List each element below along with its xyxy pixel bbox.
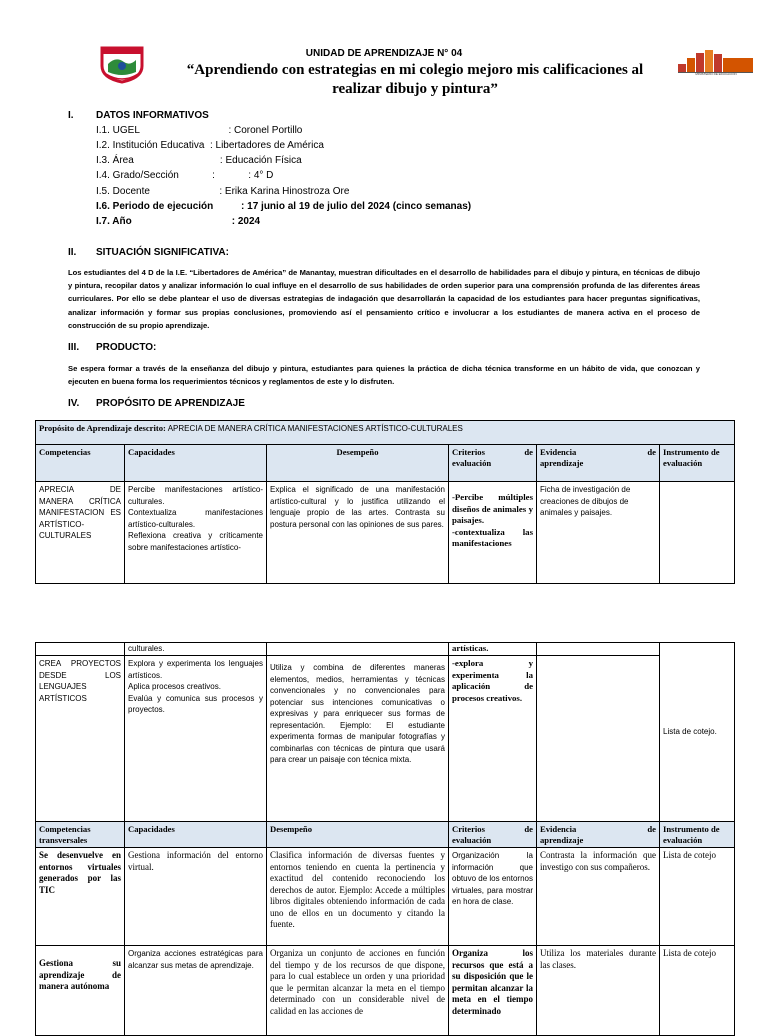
info-institution: I.2. Institución Educativa : Libertadores de América (96, 140, 324, 151)
competencia-cell: Se desenvuelve en entornos virtuales generados por las TIC (36, 848, 125, 946)
evidencia-cell: Ficha de investigación de creaciones de dibujos de animales y paisajes. (537, 482, 660, 584)
purpose-table-part-2 (35, 642, 735, 1036)
desempeno-cell: Clasifica información de diversas fuentes y entornos teniendo en cuenta la pertinencia y exactitud del contenido reconociendo los derechos de autor. Ejemplo: Accede a múltiples libros digitales obteniendo información de cada uno de ellos en un documento y citando la fuente. (267, 848, 449, 946)
info-ugel: I.1. UGEL : Coronel Portillo (96, 125, 303, 136)
header-instrumento: Instrumento de evaluación (660, 445, 735, 482)
header-criterios-word: Criterios (452, 447, 485, 457)
capacidades-cell: Percibe manifestaciones artístico-culturales. Contextualiza manifestaciones artístico-culturales. Reflexiona creativa y críticamente sobre manifestaciones artístico- (125, 482, 267, 584)
purpose-value: APRECIA DE MANERA CRÍTICA MANIFESTACIONES ARTÍSTICO-CULTURALES (165, 424, 463, 433)
instrumento-cell: Lista de cotejo (660, 848, 735, 946)
header-criterios-word: Criterios (452, 824, 485, 834)
header-evidencia (537, 445, 660, 482)
desempeno-cell: Utiliza y combina de diferentes maneras elementos, medios, herramientas y técnicas convencionales y no convencionales para potenciar sus intenciones comunicativas o expresivas y para enriquecer sus formas de representación. Ejemplo: El estudiante experimenta formas de manipular fotografías y combinarlas con técnicas de pintura que usará para crear un paisaje con técnica mixta. (267, 656, 449, 822)
info-period: I.6. Periodo de ejecución : 17 junio al 19 de julio del 2024 (cinco semanas) (96, 201, 472, 212)
capacidades-cell: Gestiona información del entorno virtual. (125, 848, 267, 946)
section-title: SITUACIÓN SIGNIFICATIVA: (96, 247, 229, 258)
header-evidencia-word2: aprendizaje (540, 457, 584, 468)
header-criterios-word2: evaluación (452, 457, 492, 468)
header-capacidades: Capacidades (125, 822, 267, 848)
header-evidencia-de: de (647, 824, 656, 834)
evidencia-cont-cell (537, 643, 660, 656)
section-number: I. (68, 110, 74, 121)
info-area: I.3. Área : Educación Física (96, 155, 302, 166)
header-capacidades: Capacidades (125, 445, 267, 482)
section-title: DATOS INFORMATIVOS (96, 110, 209, 121)
header-desempeno: Desempeño (267, 822, 449, 848)
header-competencias: Competencias (36, 445, 125, 482)
section-title: PRODUCTO: (96, 342, 157, 353)
header-evidencia-word: Evidencia (540, 824, 577, 834)
header-evidencia-de: de (647, 447, 656, 457)
info-teacher: I.5. Docente : Erika Karina Hinostroza Ore (96, 186, 350, 197)
capacidades-cont-cell: culturales. (125, 643, 267, 656)
capacidades-cell: Explora y experimenta los lenguajes artísticos. Aplica procesos creativos. Evalúa y comunica sus procesos y proyectos. (125, 656, 267, 822)
evidencia-cell (537, 656, 660, 822)
product-text: Se espera formar a través de la enseñanza del dibujo y pintura, estudiantes para quienes la práctica de dicha técnica transforme en un hábito de vida, que conozcan y ejecuten en buena forma los requerimientos técnicos y reglamentos de este y lo disfruten. (68, 364, 700, 387)
desempeno-cell: Explica el significado de una manifestación artístico-cultural y lo justifica utilizando el lenguaje propio de las artes. Contrasta su postura personal con las opiniones de sus pares. (267, 482, 449, 584)
purpose-row (36, 421, 735, 445)
competencia-cell: APRECIA DE MANERA CRÍTICA MANIFESTACION ES ARTÍSTICO-CULTURALES (36, 482, 125, 584)
ministry-logo-caption: MINISTERIO DE EDUCACIÓN (695, 72, 737, 76)
section-2-heading (68, 247, 229, 258)
criterios-cell: Organiza los recursos que está a su disposición que le permitan alcanzar la meta en el tiempo determinado (449, 946, 537, 1036)
evidencia-cell: Utiliza los materiales durante las clases. (537, 946, 660, 1036)
section-4-heading (68, 398, 245, 409)
section-3-heading (68, 342, 156, 353)
header-instrumento: Instrumento de evaluación (660, 822, 735, 848)
section-number: II. (68, 247, 77, 258)
instrumento-cell (660, 482, 735, 584)
desempeno-cont-cell (267, 643, 449, 656)
instrumento-cell: Lista de cotejo. (660, 643, 735, 822)
criterios-cell: -Percibe múltiples diseños de animales y paisajes. -contextualiza las manifestaciones (449, 482, 537, 584)
competencia-cell: Gestiona su aprendizaje de manera autónoma (36, 946, 125, 1036)
competencia-cont-cell (36, 643, 125, 656)
document-title: “Aprendiendo con estrategias en mi colegio mejoro mis calificaciones al realizar dibujo y pintura” (186, 62, 644, 97)
header-evidencia-word2: aprendizaje (540, 834, 584, 845)
significant-situation-text: Los estudiantes del 4 D de la I.E. “Libertadores de América” de Manantay, muestran dificultades en el desarrollo de habilidades para el dibujo y pintura, en técnicas de dibujo y pintura, recopilar datos y analizar información lo cual influye en el desarrollo de sus habilidades de orden superior para una comprensión profunda de las diferentes áreas curriculares. Por ello se debe plantear el uso de diversas estrategias de indagación que desarrollarán la capacidad de los estudiantes para hacer preguntas significativas, analizar información y formar sus propias conclusiones, promoviendo así el pensamiento crítico e involucrar a los estudiantes de manera activa en el proceso de construcción de su propio aprendizaje. (68, 268, 700, 330)
section-1-heading (68, 110, 209, 121)
criterios-cell: -explora y experimenta la aplicación de procesos creativos. (449, 656, 537, 822)
purpose-label: Propósito de Aprendizaje descrito: (39, 423, 166, 433)
desempeno-cell: Organiza un conjunto de acciones en función del tiempo y de los recursos de que dispone, para lo cual establece un orden y una prioridad que le permitan alcanzar la meta en el tiempo determinado con un considerable nivel de calidad en las acciones de (267, 946, 449, 1036)
header-criterios-de: de (524, 824, 533, 834)
capacidades-cell: Organiza acciones estratégicas para alcanzar sus metas de aprendizaje. (125, 946, 267, 1036)
section-number: III. (68, 342, 80, 353)
section-number: IV. (68, 398, 80, 409)
evidencia-cell: Contrasta la información que investigo con sus compañeros. (537, 848, 660, 946)
header-evidencia-word: Evidencia (540, 447, 577, 457)
header-evidencia (537, 822, 660, 848)
unit-number: UNIDAD DE APRENDIZAJE N° 04 (305, 48, 463, 59)
section-title: PROPÓSITO DE APRENDIZAJE (96, 398, 245, 409)
info-grade: I.4. Grado/Sección : : 4° D (96, 170, 274, 181)
header-desempeno: Desempeño (267, 445, 449, 482)
header-criterios-de: de (524, 447, 533, 457)
criterios-cont-cell: artísticas. (449, 643, 537, 656)
header-criterios-word2: evaluación (452, 834, 492, 845)
header-competencias: Competencias transversales (36, 822, 125, 848)
info-year: I.7. Año : 2024 (96, 216, 261, 227)
header-criterios (449, 445, 537, 482)
instrumento-cell: Lista de cotejo (660, 946, 735, 1036)
purpose-table-part-1 (35, 420, 735, 584)
criterios-cell: Organización la información que obtuvo de los entornos virtuales, para mostrar en hora de clase. (449, 848, 537, 946)
header-criterios (449, 822, 537, 848)
competencia-cell: CREA PROYECTOS DESDE LOS LENGUAJES ARTÍSTICOS (36, 656, 125, 822)
